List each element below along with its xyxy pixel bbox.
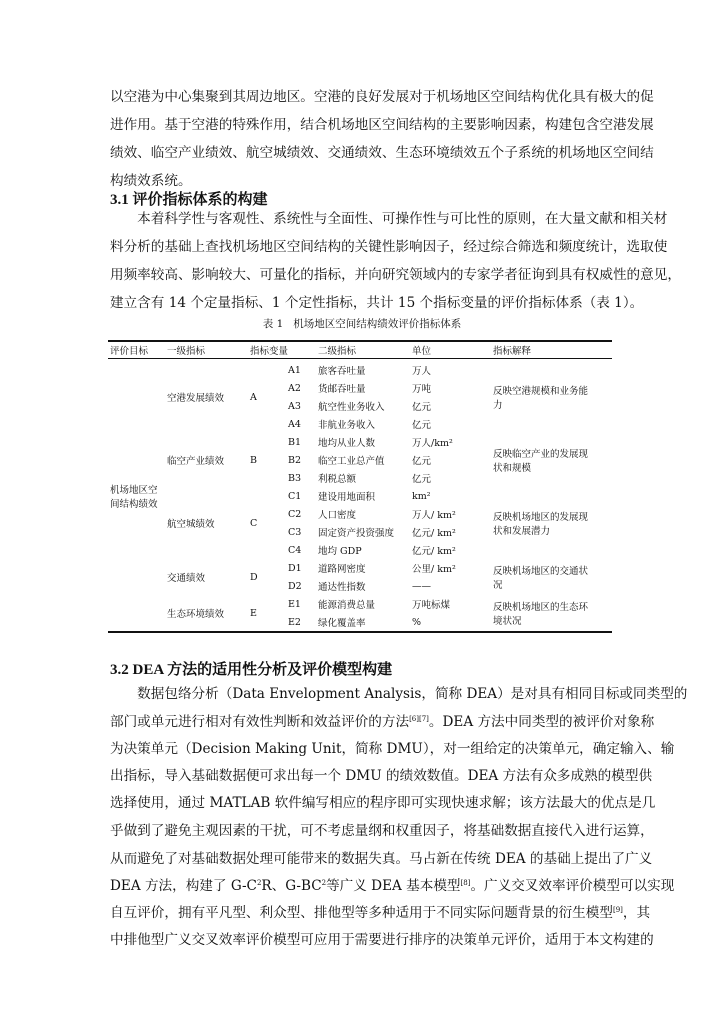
level2-indicator-cell: 航空性业务收入 [318,402,385,413]
evaluation-target-cell [108,359,167,633]
unit-cell: 亿元 [412,474,432,485]
level1-code-cell: E [250,607,257,619]
level2-indicator-cell: 固定资产投资强度 [318,528,395,539]
unit-cell: 亿元 [412,456,432,467]
header-cell: 评价目标 [108,341,167,359]
explanation-line: 力 [493,400,503,411]
variable-code-cell: C2 [288,508,302,520]
variable-code-cell: B1 [288,436,302,448]
text-segment: 自互评价，拥有平凡型、利众型、排他型等多种适用于不同实际问题背景的衍生模型 [110,905,613,921]
level2-indicator-cell: 利税总额 [318,474,357,485]
indicator-table [108,340,612,633]
table-row [108,559,612,577]
variable-code-cell: B3 [288,472,302,484]
level2-indicator-cell: 通达性指数 [318,582,366,593]
level2-indicator-cell: 非航业务收入 [318,420,376,431]
text-line [110,713,655,731]
text-line [110,931,654,949]
text-line [110,238,668,256]
target-line: 机场地区空 [110,485,158,496]
section-heading-3-1: 3.1 评价指标体系的构建 [110,192,268,208]
explanation-line: 状和发展潜力 [493,526,551,537]
level1-code-cell: C [250,517,258,529]
table-row [108,595,612,613]
level1-indicator-cell: 临空产业绩效 [167,456,225,467]
text-line [110,210,668,228]
unit-cell: 公里/ km² [412,564,456,575]
unit-cell: 亿元/ km² [412,528,456,539]
unit-cell: 亿元 [412,402,432,413]
text-segment: 中排他型广义交叉效率评价模型可应用于需要进行排序的决策单元评价，适用于本文构建的 [110,932,654,948]
text-segment: 从而避免了对基础数据处理可能带来的数据失真。马占新在传统 DEA 的基础上提出了广义 [110,851,653,867]
text-segment: 绩效、临空产业绩效、航空城绩效、交通绩效、生态环境绩效五个子系统的机场地区空间结 [110,145,654,161]
text-line [110,685,688,703]
explanation-line: 反映机场地区的交通状 [493,566,589,577]
variable-code-cell: B2 [288,454,302,466]
text-segment: ，其 [622,905,651,921]
text-line [110,144,654,162]
unit-cell: 万人/km² [412,438,453,449]
text-segment: R、G-BC [261,878,322,894]
text-segment: 进作用。基于空港的特殊作用，结合机场地区空间结构的主要影响因素，构建包含空港发展 [110,117,654,133]
variable-code-cell: D1 [288,562,302,574]
text-line [110,116,654,134]
text-line [110,266,681,284]
text-line [110,904,651,922]
explanation-line: 反映机场地区的发展现 [493,512,589,523]
text-segment: 以空港为中心集聚到其周边地区。空港的良好发展对于机场地区空间结构优化具有极大的促 [110,89,654,105]
unit-cell: 万吨 [412,384,432,395]
text-segment: 选择使用，通过 MATLAB 软件编写相应的程序即可实现快速求解；该方法最大的优点是几 [110,795,656,811]
level2-indicator-cell: 人口密度 [318,510,357,521]
text-line [110,294,644,312]
text-line [110,850,653,868]
variable-code-cell: E2 [288,616,301,628]
level2-indicator-cell: 临空工业总产值 [318,456,385,467]
citation-superscript: [8] [460,879,471,887]
text-line [110,822,654,840]
unit-cell: 亿元/ km² [412,546,456,557]
explanation-cell [493,487,612,559]
text-segment: 部门或单元进行相对有效性判断和效益评价的方法 [110,714,410,730]
unit-cell: 万人 [412,366,432,377]
citation-superscript: 2 [256,879,262,887]
unit-cell: —— [412,580,431,592]
explanation-line: 反映临空产业的发展现 [493,449,589,460]
text-line [110,88,654,106]
explanation-cell [493,595,612,632]
text-segment: 本着科学性与客观性、系统性与全面性、可操作性与可比性的原则，在大量文献和相关材 [110,211,668,227]
header-cell: 二级指标 [318,341,412,359]
citation-superscript: 2 [321,879,327,887]
level1-code-cell: B [250,454,257,466]
explanation-line: 反映空港规模和业务能 [493,386,589,397]
unit-cell: 亿元 [412,420,432,431]
variable-code-cell: A4 [288,418,301,430]
unit-cell: 万吨标煤 [412,600,451,611]
citation-superscript: [9] [612,906,623,914]
header-cell: 一级指标 [167,341,250,359]
text-line [110,767,653,785]
text-segment: 为决策单元（Decision Making Unit，简称 DMU），对一组给定的决策单元，确定输入、输 [110,741,675,757]
table-header-row [108,341,612,359]
explanation-line: 状和规模 [493,463,532,474]
text-segment: 用频率较高、影响较大、可量化的指标，并向研究领域内的专家学者征询到具有权威性的意见， [110,267,681,283]
level2-indicator-cell: 货邮吞吐量 [318,384,366,395]
text-line [110,794,656,812]
text-segment: DEA 方法，构建了 G-C [110,878,257,894]
explanation-cell [493,559,612,595]
table-row [108,359,612,380]
header-cell: 单位 [412,341,493,359]
text-segment: 料分析的基础上查找机场地区空间结构的关键性影响因子，经过综合筛选和频度统计，选取使 [110,239,668,255]
level1-indicator-cell: 航空城绩效 [167,519,215,530]
explanation-line: 反映机场地区的生态环 [493,602,589,613]
level1-indicator-cell: 空港发展绩效 [167,393,225,404]
unit-cell: % [412,616,422,628]
text-segment: 乎做到了避免主观因素的干扰，可不考虑量纲和权重因子，将基础数据直接代入进行运算， [110,823,654,839]
variable-code-cell: C3 [288,526,302,538]
table-row [108,433,612,451]
level1-indicator-cell: 交通绩效 [167,573,206,584]
text-line [110,740,675,758]
level1-code-cell: A [250,391,257,403]
text-segment: 。DEA 方法中同类型的被评价对象称 [428,714,655,730]
level1-code-cell: D [250,571,258,583]
level2-indicator-cell: 地均 GDP [318,546,362,557]
text-segment: 出指标，导入基础数据便可求出每一个 DMU 的绩效数值。DEA 方法有众多成熟的模型供 [110,768,653,784]
explanation-cell [493,433,612,487]
target-line: 间结构绩效 [110,499,158,510]
text-line [110,877,675,895]
table-caption: 表 1 机场地区空间结构绩效评价指标体系 [262,318,462,330]
level2-indicator-cell: 旅客吞吐量 [318,366,366,377]
unit-cell: 万人/ km² [412,510,456,521]
level2-indicator-cell: 能源消费总量 [318,600,376,611]
text-segment: 。广义交叉效率评价模型可以实现 [470,878,675,894]
section-heading-3-2: 3.2 DEA 方法的适用性分析及评价模型构建 [110,662,393,678]
text-segment: 数据包络分析（Data Envelopment Analysis，简称 DEA）是对具有相同目标或同类型的 [110,686,688,702]
unit-cell: km² [412,490,431,502]
variable-code-cell: D2 [288,580,302,592]
header-cell: 指标变量 [250,341,318,359]
table-row [108,487,612,505]
variable-code-cell: E1 [288,598,301,610]
text-segment: 构绩效系统。 [110,173,192,189]
text-segment: 建立含有 14 个定量指标、1 个定性指标，共计 15 个指标变量的评价指标体系（表 1）。 [110,295,644,311]
variable-code-cell: C4 [288,544,302,556]
variable-code-cell: C1 [288,490,302,502]
header-cell: 指标解释 [493,341,612,359]
variable-code-cell: A1 [288,364,301,376]
level2-indicator-cell: 绿化覆盖率 [318,618,366,629]
level1-indicator-cell: 生态环境绩效 [167,609,225,620]
variable-code-cell: A2 [288,382,301,394]
level2-indicator-cell: 地均从业人数 [318,438,376,449]
explanation-cell [493,359,612,434]
explanation-line: 境状况 [493,616,522,627]
level2-indicator-cell: 道路网密度 [318,564,366,575]
variable-code-cell: A3 [288,400,301,412]
text-segment: 等广义 DEA 基本模型 [326,878,461,894]
level2-indicator-cell: 建设用地面积 [318,492,376,503]
citation-superscript: [6][7] [409,715,429,723]
explanation-line: 况 [493,580,503,591]
